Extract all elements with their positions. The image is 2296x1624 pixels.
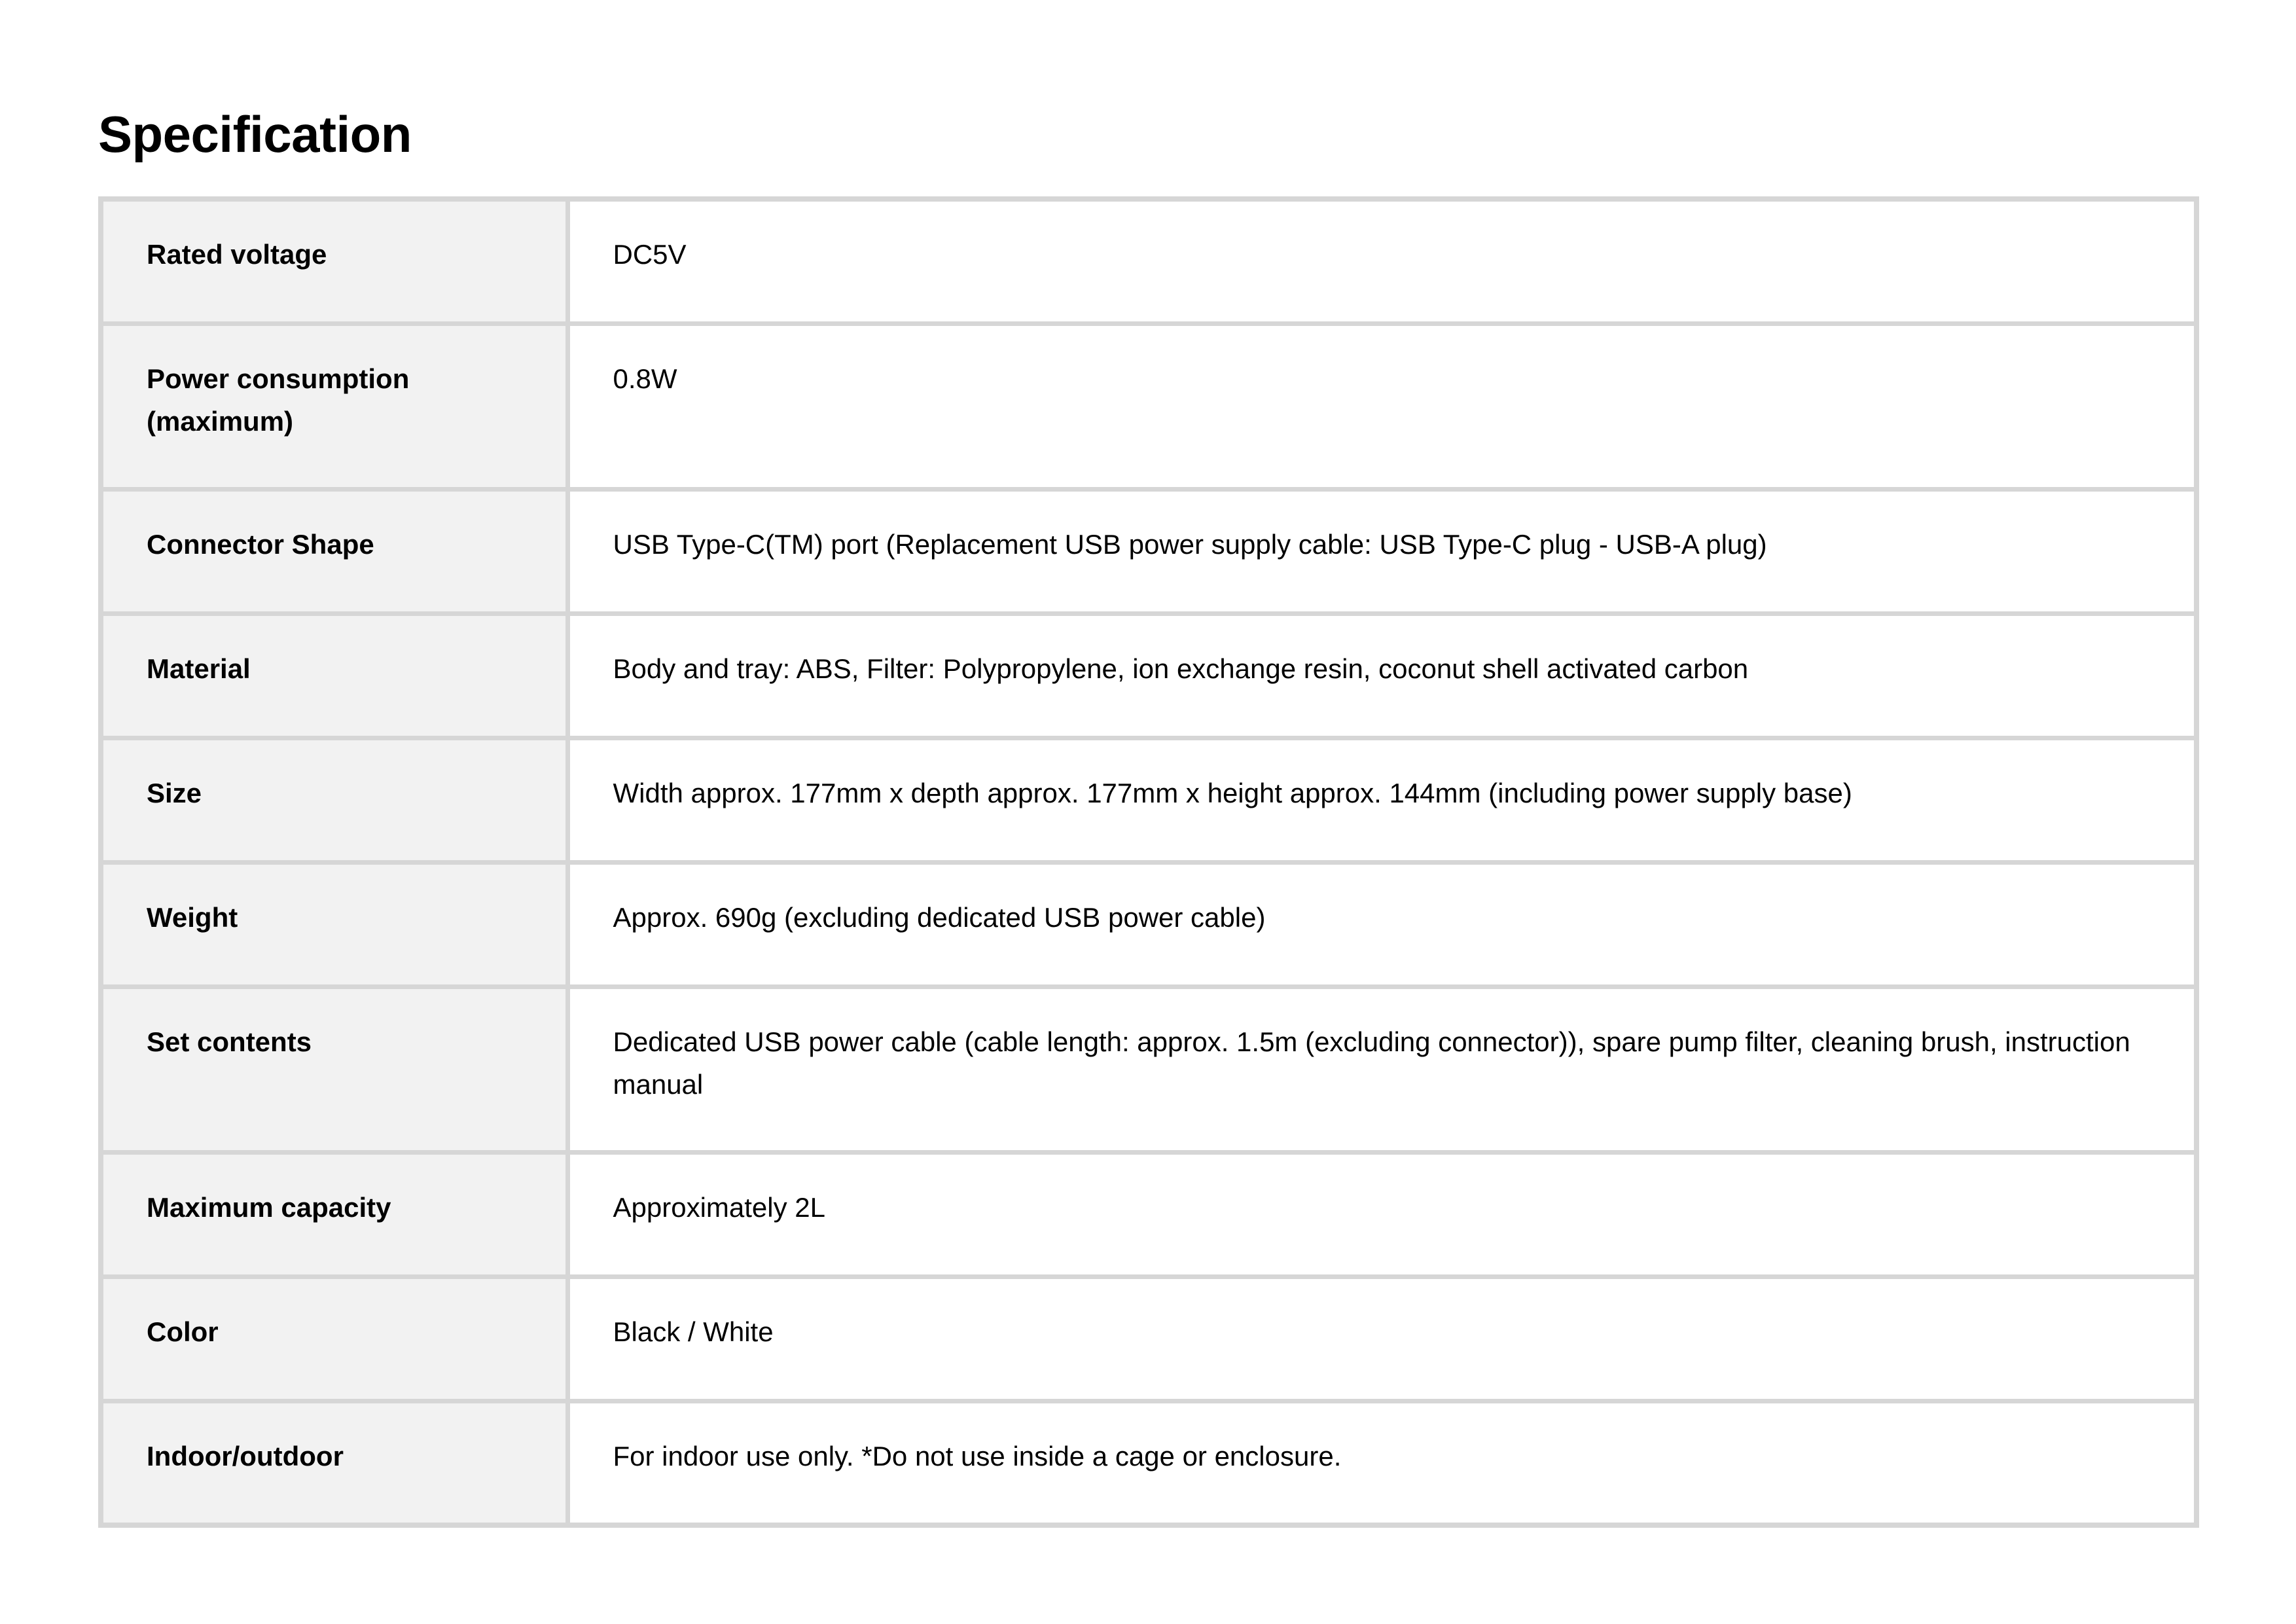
- table-row-set-contents: [101, 986, 2197, 1152]
- table-row-power-consumption: [101, 323, 2197, 489]
- spec-label: Weight: [101, 862, 567, 986]
- spec-label: Maximum capacity: [101, 1152, 567, 1276]
- spec-label: Size: [101, 738, 567, 862]
- spec-value: Approximately 2L: [567, 1152, 2197, 1276]
- spec-label: Indoor/outdoor: [101, 1401, 567, 1525]
- spec-label: Material: [101, 613, 567, 738]
- table-row-connector-shape: [101, 489, 2197, 613]
- spec-label: Rated voltage: [101, 199, 567, 323]
- spec-value: For indoor use only. *Do not use inside a cage or enclosure.: [567, 1401, 2197, 1525]
- spec-value: Dedicated USB power cable (cable length: approx. 1.5m (excluding connector)), spare pump filter, cleaning brush, instruction manual: [567, 986, 2197, 1152]
- table-row-indoor-outdoor: [101, 1401, 2197, 1525]
- page-title: Specification: [98, 105, 412, 163]
- spec-value: Black / White: [567, 1276, 2197, 1401]
- table-row-weight: [101, 862, 2197, 986]
- spec-label: Connector Shape: [101, 489, 567, 613]
- table-row-maximum-capacity: [101, 1152, 2197, 1276]
- spec-label: Set contents: [101, 986, 567, 1152]
- specification-table: [98, 196, 2199, 1528]
- spec-value: DC5V: [567, 199, 2197, 323]
- table-row-size: [101, 738, 2197, 862]
- spec-label: Color: [101, 1276, 567, 1401]
- spec-value: Width approx. 177mm x depth approx. 177mm x height approx. 144mm (including power supply base): [567, 738, 2197, 862]
- spec-value: Body and tray: ABS, Filter: Polypropylene, ion exchange resin, coconut shell activated carbon: [567, 613, 2197, 738]
- spec-value: Approx. 690g (excluding dedicated USB power cable): [567, 862, 2197, 986]
- spec-value: USB Type-C(TM) port (Replacement USB power supply cable: USB Type-C plug - USB-A plug): [567, 489, 2197, 613]
- spec-label: Power consumption (maximum): [101, 323, 567, 489]
- spec-value: 0.8W: [567, 323, 2197, 489]
- table-row-material: [101, 613, 2197, 738]
- table-row-rated-voltage: [101, 199, 2197, 323]
- table-row-color: [101, 1276, 2197, 1401]
